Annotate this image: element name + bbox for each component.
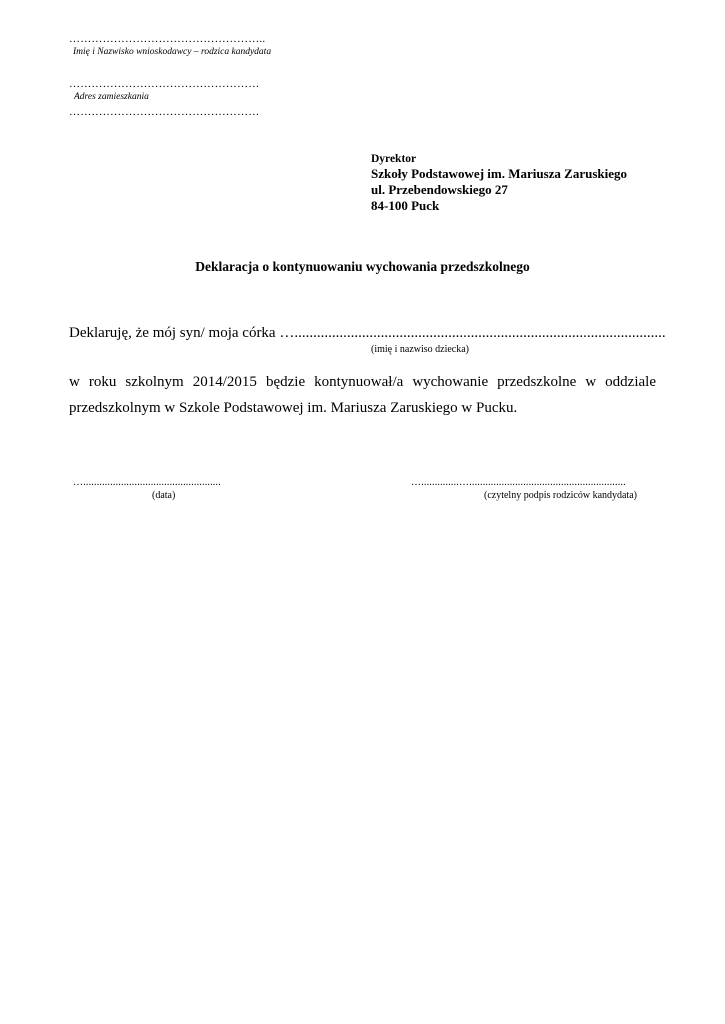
address-line-1: ……………………………………………: [69, 78, 260, 90]
recipient-city: 84-100 Puck: [371, 198, 440, 213]
applicant-name-line: ……………………………………………..: [69, 33, 266, 45]
signature-line: …..............…..........................................................: [411, 477, 626, 488]
recipient-school: Szkoły Podstawowej im. Mariusza Zaruskiego: [371, 166, 628, 181]
child-name-caption: (imię i nazwiso dziecka): [371, 344, 470, 355]
recipient-street: ul. Przebendowskiego 27: [371, 182, 508, 197]
date-caption: (data): [152, 490, 176, 501]
applicant-name-caption: Imię i Nazwisko wnioskodawcy – rodzica kandydata: [73, 47, 272, 57]
document-title: Deklaracja o kontynuowaniu wychowania przedszkolnego: [195, 259, 530, 274]
address-line-2: ……………………………………………: [69, 106, 260, 118]
date-line: …...................................................: [73, 477, 221, 488]
recipient-title: Dyrektor: [371, 153, 417, 165]
address-caption: Adres zamieszkania: [74, 92, 149, 102]
declaration-statement: w roku szkolnym 2014/2015 będzie kontynuował/a wychowanie przedszkolne w oddziale przedszkolnym w Szkole Podstawowej im. Mariusza Zaruskiego w Pucku.: [69, 374, 656, 416]
declaration-line: Deklaruję, że mój syn/ moja córka …...................................................................................................: [69, 325, 666, 341]
signature-caption: (czytelny podpis rodziców kandydata): [484, 490, 638, 501]
